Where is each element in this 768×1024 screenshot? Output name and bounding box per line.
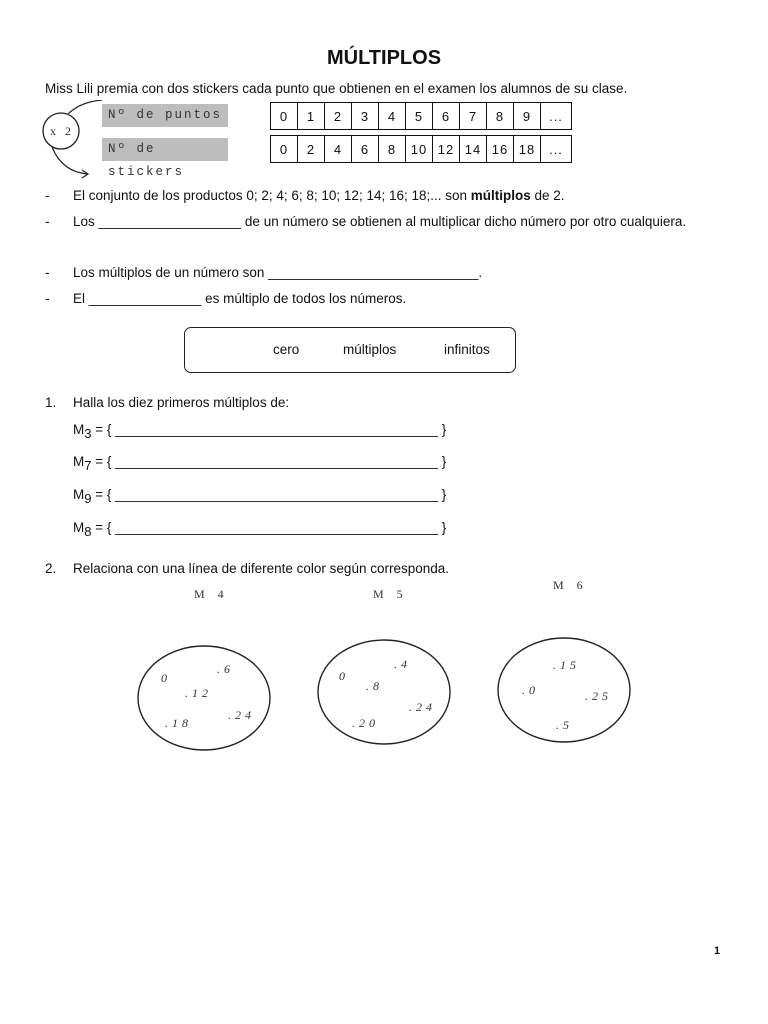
set1-number: .12	[185, 686, 212, 700]
exercise-1-prompt: Halla los diez primeros múltiplos de:	[73, 395, 290, 410]
set-ellipse-2	[318, 640, 450, 744]
points-cell: 3	[352, 103, 379, 130]
bullet-1: - El conjunto de los productos 0; 2; 4; 6; 8; 10; 12; 14; 16; 18;... son múltiplos de 2.	[45, 188, 565, 203]
stickers-cell: 4	[325, 136, 352, 163]
points-cell: 9	[514, 103, 541, 130]
stickers-cell: 18	[514, 136, 541, 163]
bullet-4: - El _______________ es múltiplo de todos los números.	[45, 291, 407, 306]
points-cell: 5	[406, 103, 433, 130]
set1-number: .6	[217, 662, 234, 676]
points-cell: 8	[487, 103, 514, 130]
multiply-by-two-diagram	[40, 100, 110, 180]
bullet-3: - Los múltiplos de un número son ____________________________.	[45, 265, 483, 280]
word-multiplos: múltiplos	[343, 342, 397, 357]
set3-number: .0	[522, 683, 539, 697]
set-label-m5: M 5	[373, 587, 408, 601]
points-cell: 0	[271, 103, 298, 130]
stickers-cell: ...	[541, 136, 572, 163]
set3-number: .5	[556, 718, 573, 732]
bullet-2: - Los ___________________ de un número se obtienen al multiplicar dicho número por otro cualquiera.	[45, 214, 687, 229]
stickers-cell: 2	[298, 136, 325, 163]
sets-diagram	[0, 630, 768, 760]
stickers-cell: 8	[379, 136, 406, 163]
points-cell: 7	[460, 103, 487, 130]
points-cell: ...	[541, 103, 572, 130]
page-number: 1	[714, 945, 721, 957]
stickers-table	[270, 135, 572, 163]
word-cero: cero	[273, 342, 300, 357]
points-cell: 1	[298, 103, 325, 130]
factor-label: x 2	[50, 124, 74, 138]
set-label-m4: M 4	[194, 587, 229, 601]
points-cell: 6	[433, 103, 460, 130]
points-cell: 2	[325, 103, 352, 130]
stickers-cell: 12	[433, 136, 460, 163]
page-title: MÚLTIPLOS	[326, 47, 442, 69]
set1-number: .18	[165, 716, 192, 730]
set2-number: .20	[352, 716, 379, 730]
set2-number: .24	[409, 700, 436, 714]
stickers-row-label: Nº de stickers	[102, 138, 228, 161]
set-label-m6: M 6	[553, 578, 588, 592]
word-bank	[184, 327, 516, 373]
exercise-2-prompt: Relaciona con una línea de diferente color según corresponda.	[73, 561, 450, 576]
exercise-1-number: 1.	[45, 395, 57, 410]
intro-text: Miss Lili premia con dos stickers cada punto que obtienen en el examen los alumnos de su clase.	[45, 81, 628, 96]
points-table	[270, 102, 572, 130]
stickers-cell: 6	[352, 136, 379, 163]
word-infinitos: infinitos	[444, 342, 490, 357]
set1-number: .24	[228, 708, 255, 722]
points-row-label: Nº de puntos	[102, 104, 228, 127]
points-cell: 4	[379, 103, 406, 130]
set3-number: .25	[585, 689, 612, 703]
multiples-line-9[interactable]: $M_9$ = { ___________________________________________ }	[73, 487, 447, 506]
stickers-cell: 16	[487, 136, 514, 163]
set2-number: .8	[366, 679, 383, 693]
stickers-cell: 10	[406, 136, 433, 163]
stickers-cell: 0	[271, 136, 298, 163]
set2-number: 0	[339, 669, 349, 683]
set3-number: .15	[553, 658, 580, 672]
exercise-2-number: 2.	[45, 561, 57, 576]
stickers-cell: 14	[460, 136, 487, 163]
set1-number: 0	[161, 671, 171, 685]
multiples-line-3[interactable]: $M_3$ = { ___________________________________________ }	[73, 422, 447, 441]
multiples-line-8[interactable]: $M_8$ = { ___________________________________________ }	[73, 520, 447, 539]
set2-number: .4	[394, 657, 411, 671]
multiples-line-7[interactable]: $M_7$ = { ___________________________________________ }	[73, 454, 447, 473]
